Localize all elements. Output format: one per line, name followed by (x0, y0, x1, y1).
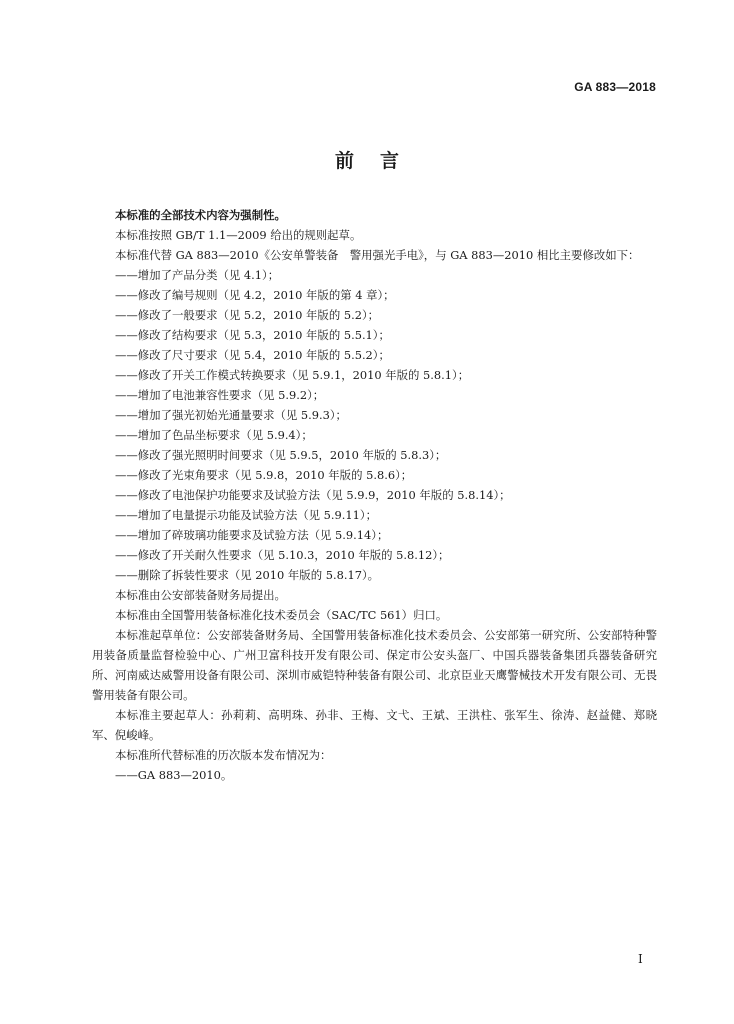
committee-paragraph: 本标准由全国警用装备标准化技术委员会（SAC/TC 561）归口。 (115, 608, 448, 622)
list-item: ——修改了开关耐久性要求（见 5.10.3，2010 年版的 5.8.12）； (115, 548, 450, 562)
page-number: I (638, 952, 643, 966)
mandatory-statement: 本标准的全部技术内容为强制性。 (115, 208, 286, 222)
proposer-paragraph: 本标准由公安部装备财务局提出。 (115, 588, 286, 602)
history-item: ——GA 883—2010。 (115, 768, 233, 782)
list-item: ——增加了电池兼容性要求（见 5.9.2）； (115, 388, 325, 402)
list-item: ——增加了碎玻璃功能要求及试验方法（见 5.9.14）； (115, 528, 389, 542)
list-item: ——删除了拆装性要求（见 2010 年版的 5.8.17）。 (115, 568, 380, 582)
history-intro-paragraph: 本标准所代替标准的历次版本发布情况为： (115, 748, 332, 762)
foreword-body (92, 205, 657, 785)
list-item: ——修改了电池保护功能要求及试验方法（见 5.9.9，2010 年版的 5.8.14）； (115, 488, 511, 502)
list-item: ——增加了产品分类（见 4.1）； (115, 268, 280, 282)
list-item: ——修改了尺寸要求（见 5.4，2010 年版的 5.5.2）； (115, 348, 390, 362)
list-item: ——增加了色品坐标要求（见 5.9.4）； (115, 428, 313, 442)
list-item: ——修改了一般要求（见 5.2，2010 年版的 5.2）； (115, 308, 380, 322)
list-item: ——修改了光束角要求（见 5.9.8，2010 年版的 5.8.6）； (115, 468, 413, 482)
list-item: ——修改了开关工作模式转换要求（见 5.9.1，2010 年版的 5.8.1）； (115, 368, 470, 382)
drafting-rules-paragraph: 本标准按照 GB/T 1.1—2009 给出的规则起草。 (115, 228, 362, 242)
list-item: ——增加了强光初始光通量要求（见 5.9.3）； (115, 408, 347, 422)
changes-list (92, 265, 657, 585)
drafters-paragraph: 本标准主要起草人：孙莉莉、高明珠、孙非、王梅、文弋、王斌、王洪柱、张军生、徐涛、赵益健、郑晓军、倪峻峰。 (92, 708, 657, 742)
list-item: ——修改了结构要求（见 5.3，2010 年版的 5.5.1）； (115, 328, 390, 342)
document-code: GA 883—2018 (574, 80, 656, 94)
replacement-paragraph: 本标准代替 GA 883—2010《公安单警装备 警用强光手电》，与 GA 883—2010 相比主要修改如下： (115, 248, 640, 262)
list-item: ——增加了电量提示功能及试验方法（见 5.9.11）； (115, 508, 377, 522)
list-item: ——修改了编号规则（见 4.2，2010 年版的第 4 章）； (115, 288, 395, 302)
page-title: 前言 (334, 150, 425, 172)
drafting-units-paragraph: 本标准起草单位：公安部装备财务局、全国警用装备标准化技术委员会、公安部第一研究所、公安部特种警用装备质量监督检验中心、广州卫富科技开发有限公司、保定市公安头盔厂、中国兵器装备集团兵器装备研究所、河南威达威警用设备有限公司、深圳市威铠特种装备有限公司、北京臣业天鹰警械技术开发有限公司、无畏警用装备有限公司。 (92, 628, 657, 702)
list-item: ——修改了强光照明时间要求（见 5.9.5，2010 年版的 5.8.3）； (115, 448, 447, 462)
